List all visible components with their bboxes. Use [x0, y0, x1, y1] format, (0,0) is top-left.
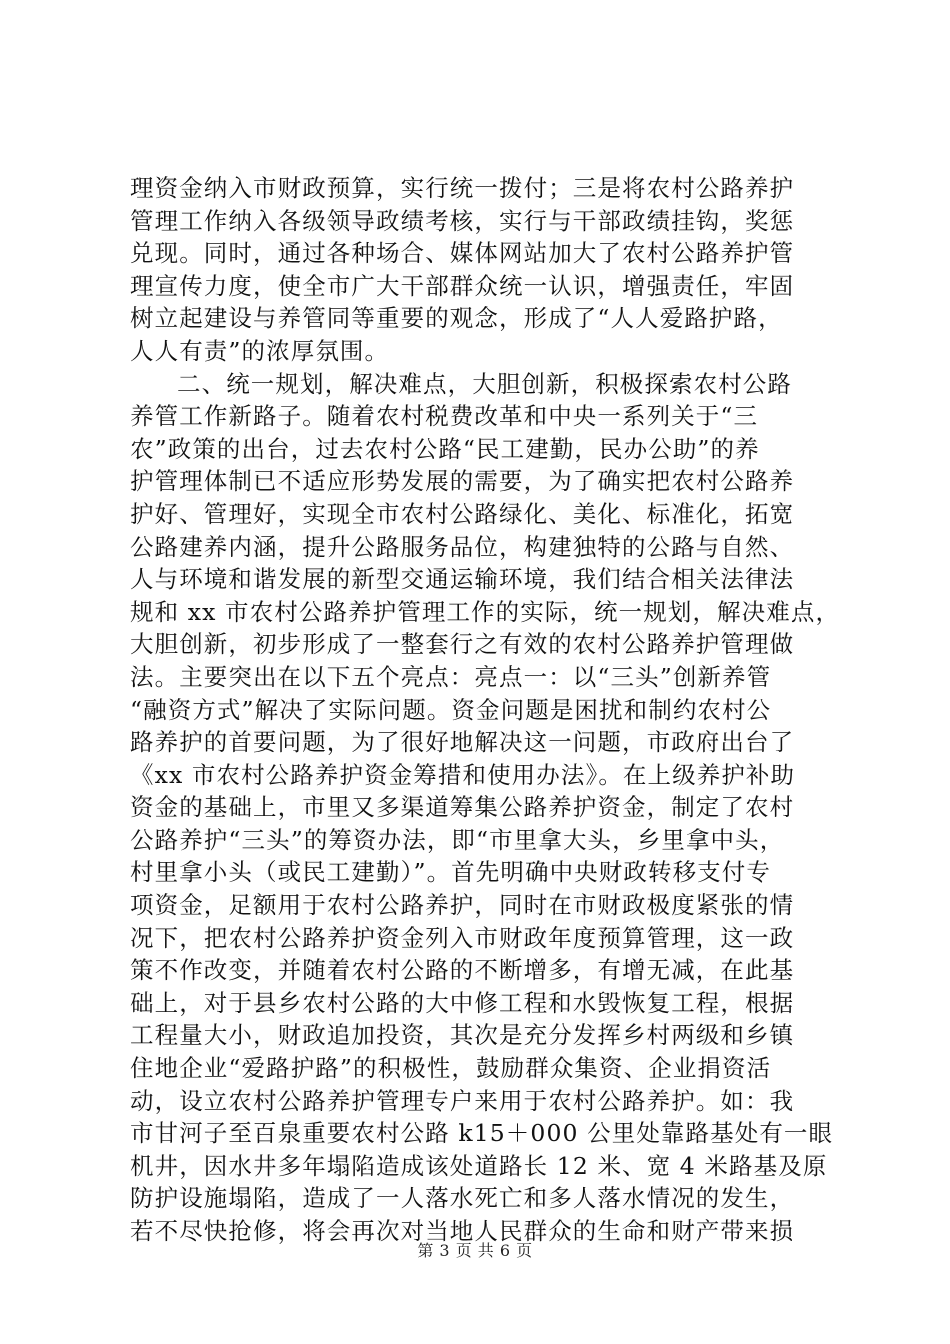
text-line: 础上，对于县乡农村公路的大中修工程和水毁恢复工程，根据: [130, 988, 795, 1017]
text-line: 资金的基础上，市里又多渠道筹集公路养护资金，制定了农村: [130, 793, 795, 822]
section-heading-line: 二、统一规划，解决难点，大胆创新，积极探索农村公路: [177, 369, 792, 398]
text-line: 兑现。同时，通过各种场合、媒体网站加大了农村公路养护管: [130, 239, 795, 268]
text-line: 树立起建设与养管同等重要的观念，形成了“人人爱路护路，: [130, 304, 783, 333]
page-number-footer: 第 3 页 共 6 页: [417, 1241, 533, 1260]
text-line: 理资金纳入市财政预算，实行统一拨付；三是将农村公路养护: [130, 174, 795, 202]
text-line: 护好、管理好，实现全市农村公路绿化、美化、标准化，拓宽: [130, 499, 795, 528]
text-line: 策不作改变，并随着农村公路的不断增多，有增无减，在此基: [130, 956, 795, 985]
text-line: 理宣传力度，使全市广大干部群众统一认识，增强责任，牢固: [130, 271, 795, 300]
text-line: 机井，因水井多年塌陷造成该处道路长 12 米、宽 4 米路基及原: [130, 1151, 828, 1180]
text-line: 人与环境和谐发展的新型交通运输环境，我们结合相关法律法: [130, 565, 795, 594]
text-line: 况下，把农村公路养护资金列入市财政年度预算管理，这一政: [130, 923, 795, 952]
text-line: “融资方式”解决了实际问题。资金问题是困扰和制约农村公: [130, 695, 772, 724]
text-line: 动，设立农村公路养护管理专户来用于农村公路养护。如：我: [130, 1086, 795, 1115]
text-line: 《xx 市农村公路养护资金筹措和使用办法》。在上级养护补助: [130, 760, 796, 789]
text-line: 人人有责”的浓厚氛围。: [130, 336, 390, 365]
text-line: 法。主要突出在以下五个亮点：亮点一：以“三头”创新养管: [130, 662, 772, 691]
body-text: [130, 172, 841, 1248]
text-line: 若不尽快抢修，将会再次对当地人民群众的生命和财产带来损: [130, 1217, 795, 1245]
text-line: 护管理体制已不适应形势发展的需要，为了确实把农村公路养: [130, 467, 795, 496]
text-line: 市甘河子至百泉重要农村公路 k15＋000 公里处靠路基处有一眼: [130, 1119, 834, 1148]
text-line: 公路养护“三头”的筹资办法，即“市里拿大头，乡里拿中头，: [130, 825, 785, 854]
text-line: 防护设施塌陷，造成了一人落水死亡和多人落水情况的发生，: [130, 1184, 795, 1213]
text-line: 村里拿小头（或民工建勤）”。首先明确中央财政转移支付专: [130, 858, 771, 887]
text-line: 农”政策的出台，过去农村公路“民工建勤，民办公助”的养: [130, 434, 760, 463]
text-line: 项资金，足额用于农村公路养护，同时在市财政极度紧张的情: [130, 891, 795, 920]
text-line: 管理工作纳入各级领导政绩考核，实行与干部政绩挂钩，奖惩: [130, 206, 795, 235]
text-line: 路养护的首要问题，为了很好地解决这一问题，市政府出台了: [130, 728, 795, 757]
text-line: 规和 xx 市农村公路养护管理工作的实际，统一规划，解决难点，: [130, 597, 841, 626]
text-line: 工程量大小，财政追加投资，其次是充分发挥乡村两级和乡镇: [130, 1021, 795, 1050]
text-line: 大胆创新，初步形成了一整套行之有效的农村公路养护管理做: [130, 630, 795, 659]
text-line: 养管工作新路子。随着农村税费改革和中央一系列关于“三: [130, 402, 759, 431]
text-line: 住地企业“爱路护路”的积极性，鼓励群众集资、企业捐资活: [130, 1054, 772, 1083]
text-line: 公路建养内涵，提升公路服务品位，构建独特的公路与自然、: [130, 532, 795, 561]
